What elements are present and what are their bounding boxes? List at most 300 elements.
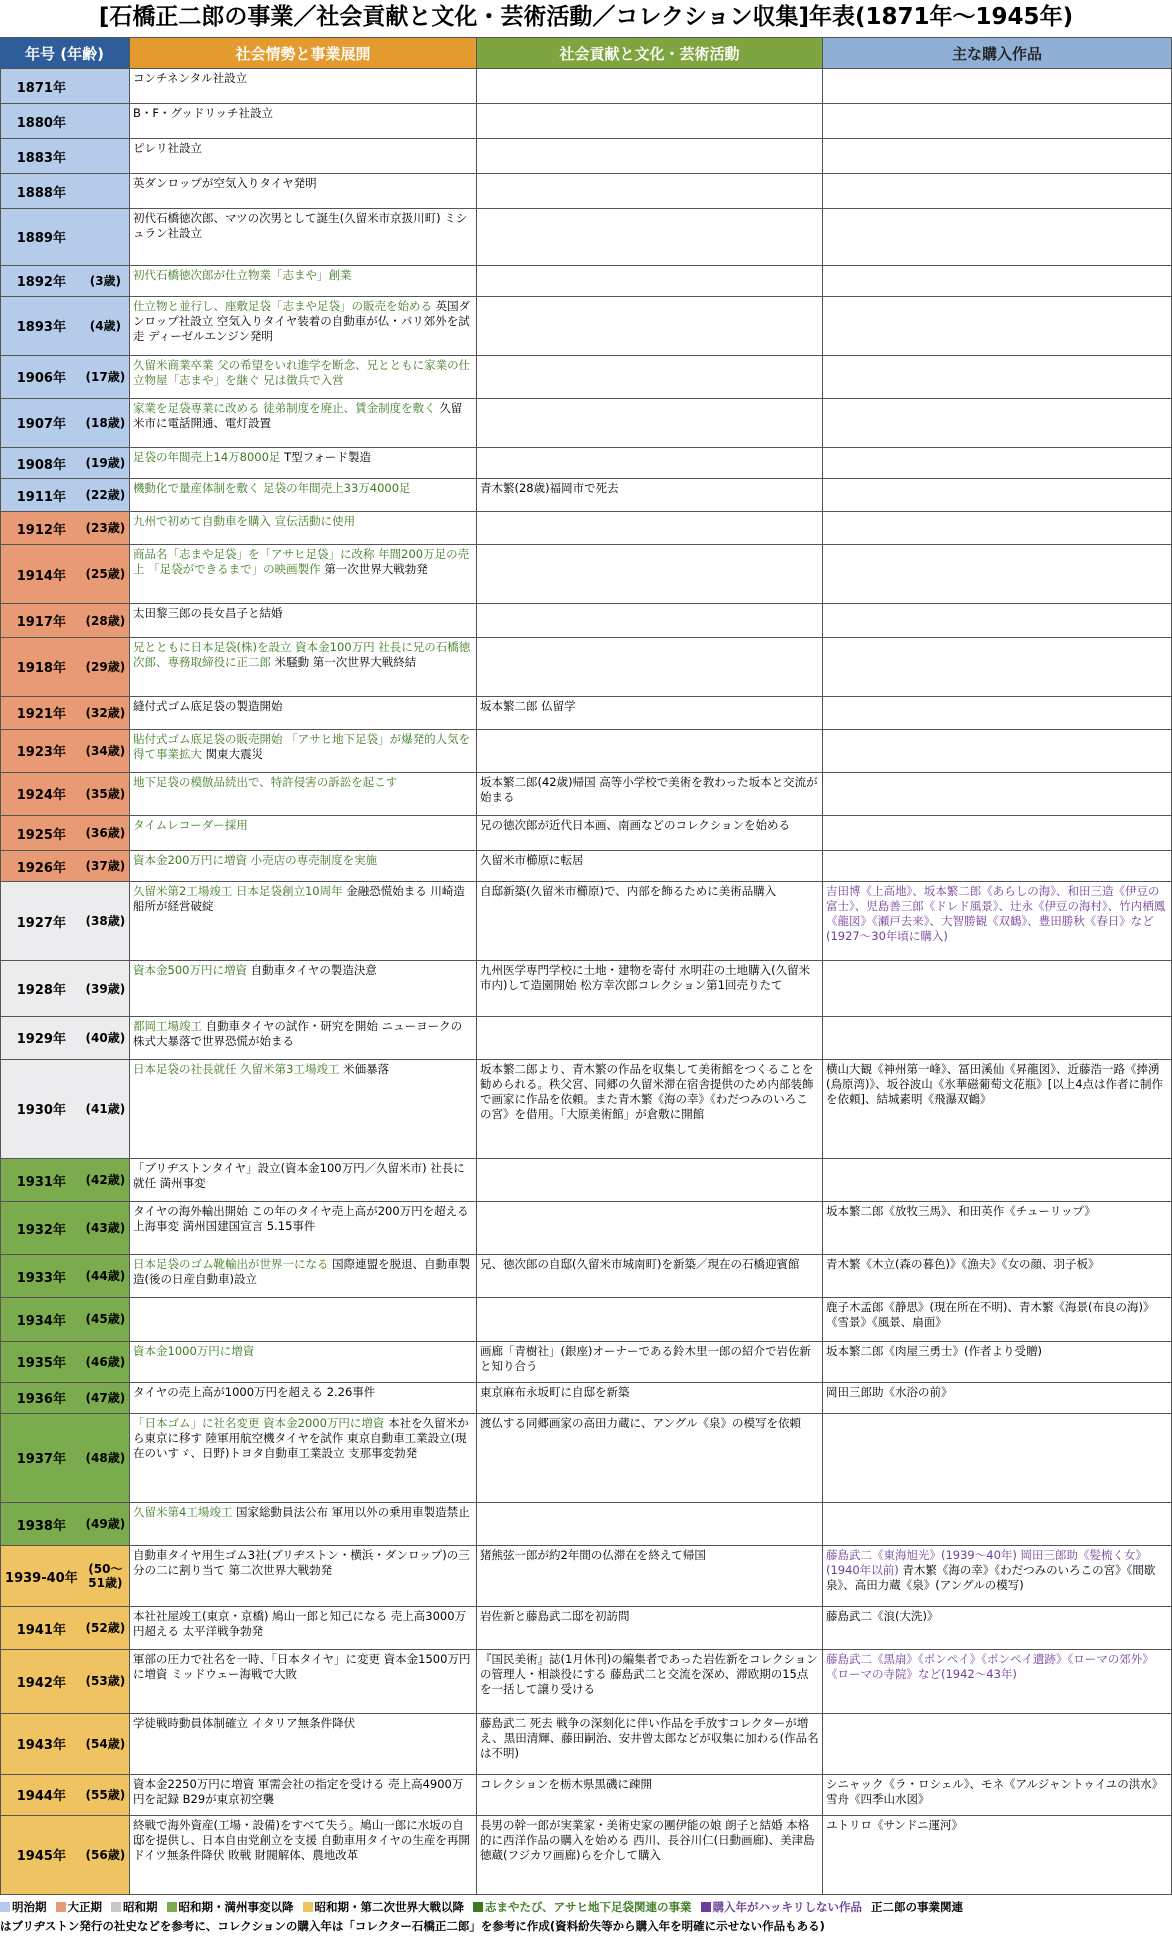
year-cell [0,1714,130,1774]
legend-swatch [473,1902,483,1912]
business-cell [130,69,477,103]
year-label: 1944年 [16,1789,66,1805]
year-label: 1880年 [16,115,66,131]
year-label: 1942年 [16,1675,66,1691]
cell-text: 久留米商業卒業 父の希望をいれ進学を断念、兄とともに家業の仕立物屋「志まや」を継ぐ 兄は徴兵で入営 [133,357,471,387]
cell-text: 地下足袋の模倣品続出で、特許侵害の訴訟を起こす [133,774,398,789]
year-cell [0,479,130,511]
culture-cell [477,1383,823,1413]
age-label: (32歳) [85,705,126,720]
cell-text: 米価暴落 [343,1061,390,1076]
culture-cell [477,730,823,772]
cell-text: ユトリロ《サンドニ運河》 [826,1817,963,1832]
header-business: 社会情勢と事業展開 [130,38,477,68]
cell-text: 横山大観《神州第一峰》、冨田溪仙《昇龍図》、近藤浩一路《捧湧(鳥原湾)》、坂谷波山《氷華磁葡萄文花瓶》[以上4点は作者に制作を依頼]、結城素明《飛瀑双鶴》 [826,1061,1164,1106]
year-cell [0,174,130,208]
age-label: (29歳) [85,659,126,674]
culture-cell [477,1607,823,1649]
purchase-cell [823,1650,1172,1712]
age-label: (3歳) [89,273,122,288]
purchase-cell [823,448,1172,478]
table-row [0,960,1172,1015]
cell-text: 資本金500万円に増資 [133,963,247,978]
culture-cell [477,479,823,511]
cell-text: 学徒戦時動員体制確立 イタリア無条件降伏 [133,1715,356,1730]
age-label: (47歳) [85,1390,126,1405]
culture-cell [477,545,823,603]
cell-text: 自動車タイヤ用生ゴム3社(ブリヂストン・横浜・ダンロップ)の三分の二に割り当て 第二次世界大戦勃発 [133,1548,470,1578]
legend-label: 志まやたび、アサヒ地下足袋関連の事業 [485,1900,692,1914]
year-label: 1937年 [16,1452,66,1468]
legend-item [0,1900,47,1914]
cell-text: 渡仏する同郷画家の高田力蔵に、アングル《泉》の模写を依頼 [480,1415,801,1430]
table-row [0,1774,1172,1815]
purchase-cell [823,1298,1172,1340]
cell-text: 青木繁(28歳)福岡市で死去 [480,481,619,496]
footnote: はブリヂストン発行の社史などを参考に、コレクションの購入年は「コレクター石橋正二郎」を参考に作成(資料紛失等から購入年を明確に示せない作品もある) [0,1919,825,1933]
table-row [0,1201,1172,1254]
cell-text: 画廊「青樹社」(銀座)オーナーである鈴木里一郎の紹介で岩佐新と知り合う [480,1343,811,1373]
chronology-table [0,37,1172,1895]
business-cell [130,104,477,138]
culture-cell [477,1714,823,1774]
year-cell [0,1159,130,1201]
cell-text: 岡田三郎助《水浴の前》 [826,1384,953,1399]
cell-text: 岩佐新と藤島武二邸を初訪問 [480,1609,630,1624]
cell-text: コレクションを栃木県黒磯に疎開 [480,1776,653,1791]
table-row [0,696,1172,729]
table-row [0,603,1172,636]
culture-cell [477,1546,823,1606]
purchase-cell [823,1546,1172,1606]
year-cell [0,1650,130,1712]
age-label: (48歳) [85,1450,126,1465]
year-cell [0,1775,130,1815]
year-label: 1908年 [16,457,66,473]
cell-text: 坂本繁二郎(42歳)帰国 高等小学校で美術を教わった坂本と交流が始まる [480,774,818,804]
purchase-cell [823,730,1172,772]
year-cell [0,604,130,636]
year-label: 1921年 [16,707,66,723]
year-cell [0,1503,130,1545]
table-row [0,511,1172,544]
table-row [0,772,1172,815]
year-label: 1938年 [16,1518,66,1534]
table-row [0,544,1172,603]
age-label: (28歳) [85,613,126,628]
year-label: 1906年 [16,371,66,387]
cell-text: ピレリ社設立 [133,141,202,156]
cell-text: 兄、徳次郎の自邸(久留米市城南町)を新築／現在の石橋迎賓館 [480,1257,800,1272]
year-label: 1933年 [16,1270,66,1286]
culture-cell [477,209,823,264]
year-cell [0,851,130,881]
legend-item [111,1900,158,1914]
age-label: (37歳) [85,859,126,874]
table-row [0,355,1172,398]
cell-text: 坂本繁二郎《肉屋三勇士》(作者より受贈) [826,1343,1042,1358]
purchase-cell [823,297,1172,355]
legend-label: 昭和期 [123,1900,158,1914]
culture-cell [477,882,823,960]
business-cell [130,545,477,603]
year-label: 1917年 [16,615,66,630]
business-cell [130,1546,477,1606]
business-cell [130,1060,477,1158]
culture-cell [477,1503,823,1545]
year-cell [0,399,130,447]
culture-cell [477,297,823,355]
business-cell [130,139,477,173]
age-label: (23歳) [85,521,126,536]
age-label: (56歳) [85,1847,126,1862]
cell-text: 藤島武二 死去 戦争の深刻化に伴い作品を手放すコレクターが増え、黒田清輝、藤田嗣治、安井曾太郎などが収集に加わる(作品名は不明) [480,1715,819,1760]
age-label: (39歳) [85,981,126,996]
cell-text: 自動車タイヤの製造決意 [250,963,377,978]
cell-text: 足袋の年間売上14万8000足 [133,450,281,465]
age-label: (53歳) [85,1674,126,1689]
year-label: 1926年 [16,860,66,876]
year-cell [0,512,130,544]
year-cell [0,209,130,264]
table-row [0,1382,1172,1413]
cell-text: 兄とともに日本足袋(株)を設立 資本金100万円 社長に兄の石橋徳次郎、専務取締役に正二郎 [133,639,471,669]
table-row [0,1158,1172,1201]
cell-text: 『国民美術』誌(1月休刊)の編集者であった岩佐新をコレクションの管理人・相談役にする 藤島武二と交流を深め、滞欧期の15点を一括して譲り受ける [480,1652,818,1697]
culture-cell [477,139,823,173]
culture-cell [477,512,823,544]
cell-text: 「日本ゴム」に社名変更 資本金2000万円に増資 [133,1415,385,1430]
age-label: (40歳) [85,1030,126,1045]
culture-cell [477,1816,823,1894]
age-label: (36歳) [85,826,126,841]
legend-label: 大正期 [67,1900,102,1914]
culture-cell [477,604,823,636]
cell-text: 「ブリヂストンタイヤ」設立(資本金100万円／久留米市) 社長に就任 満州事変 [133,1161,465,1190]
year-cell [0,730,130,772]
legend-swatch [111,1902,121,1912]
culture-cell [477,1650,823,1712]
cell-text: B・F・グッドリッチ社設立 [133,106,273,121]
table-row [0,478,1172,511]
business-cell [130,697,477,729]
age-label: (46歳) [85,1354,126,1369]
culture-cell [477,104,823,138]
year-label: 1932年 [16,1222,66,1238]
legend-swatch [303,1902,313,1912]
legend-item [303,1900,465,1914]
business-cell [130,1775,477,1815]
business-cell [130,1816,477,1894]
business-cell [130,174,477,208]
year-cell [0,356,130,398]
culture-cell [477,773,823,815]
cell-text: 坂本繁二郎より、青木繁の作品を収集して美術館をつくることを勧められる。秩父宮、同郷の久留米滞在宿舎提供のため内部装飾で画家に作品を依頼。また青木繁《海の幸》《わだつみのいろこの宮》を借用。「大原美術館」が倉敷に開館 [480,1061,814,1121]
year-cell [0,816,130,850]
year-cell [0,1383,130,1413]
table-row [0,1297,1172,1340]
cell-text: 資本金200万円に増資 小売店の専売制度を実施 [133,853,378,868]
year-label: 1930年 [16,1103,66,1119]
cell-text: 初代石橋徳次郎が仕立物業「志まや」創業 [133,267,352,282]
cell-text: 資本金1000万円に増資 [133,1343,255,1358]
year-label: 1918年 [16,661,66,677]
cell-text: 国際連盟を脱退、自動車製造(後の日産自動車)設立 [133,1257,471,1287]
age-label: (35歳) [85,786,126,801]
cell-text: 長男の幹一郎が実業家・美術史家の團伊能の娘 朗子と結婚 本格的に西洋作品の購入を始める 西川、長谷川仁(日動画廊)、美津島徳蔵(フジカワ画廊)らを介して購入 [480,1817,815,1862]
legend-swatch [701,1902,711,1912]
table-row [0,447,1172,478]
age-label: (19歳) [85,456,126,471]
cell-text: 英ダンロップが空気入りタイヤ発明 [133,176,317,191]
business-cell [130,604,477,636]
legend-item [701,1900,863,1914]
culture-cell [477,174,823,208]
table-row [0,1016,1172,1059]
cell-text: 久留米第4工場竣工 [133,1504,233,1519]
age-label: (49歳) [85,1517,126,1532]
table-row [0,296,1172,355]
legend-swatch [56,1902,66,1912]
legend-item [167,1900,294,1914]
purchase-cell [823,851,1172,881]
cell-text: 関東大震災 [205,746,264,761]
year-cell [0,545,130,603]
age-label: (54歳) [85,1736,126,1751]
age-label: (18歳) [85,415,126,430]
business-cell [130,638,477,696]
business-cell [130,1342,477,1382]
cell-text: 九州で初めて自動車を購入 宣伝活動に使用 [133,514,356,529]
cell-text: 自動車タイヤの試作・研究を開始 ニューヨークの株式大暴落で世界恐慌が始まる [133,1018,463,1048]
cell-text: 九州医学専門学校に土地・建物を寄付 水明荘の土地購入(久留米市内)して造園開始 松方幸次郎コレクション第1回売りたて [480,963,811,993]
cell-text: T型フォード製造 [284,450,372,465]
business-cell [130,882,477,960]
year-label: 1871年 [16,80,66,96]
age-label: (55歳) [85,1787,126,1802]
cell-text: 藤島武二《東海旭光》(1939〜40年) 岡田三郎助《髪梳く女》(1940年以前) [826,1548,1148,1578]
cell-text: ミシュラン社設立 [133,211,468,241]
cell-text: 家業を足袋専業に改める 徒弟制度を廃止、賃金制度を敷く [133,400,436,415]
cell-text: タイムレコーダー採用 [133,818,248,833]
purchase-cell [823,1714,1172,1774]
cell-text: 日本足袋の社長就任 久留米第3工場竣工 [133,1061,340,1076]
culture-cell [477,356,823,398]
purchase-cell [823,638,1172,696]
business-cell [130,1503,477,1545]
purchase-cell [823,1607,1172,1649]
cell-text: 太田黎三郎の長女昌子と結婚 [133,606,283,621]
year-label: 1923年 [16,745,66,761]
header-culture: 社会貢献と文化・芸術活動 [477,38,823,68]
culture-cell [477,1159,823,1201]
header-year: 年号 (年齢) [0,38,130,68]
culture-cell [477,816,823,850]
culture-cell [477,851,823,881]
culture-cell [477,1017,823,1059]
age-label: (25歳) [85,567,126,582]
cell-text: 青木繁《木立(森の暮色)》《漁夫》《女の顔、羽子板》 [826,1257,1100,1272]
business-cell [130,851,477,881]
age-label: (38歳) [85,914,126,929]
year-label: 1936年 [16,1392,66,1408]
cell-text: 猪熊弦一郎が約2年間の仏滞在を終えて帰国 [480,1548,706,1563]
culture-cell [477,69,823,103]
age-label: (34歳) [85,743,126,758]
year-cell [0,1816,130,1894]
cell-text: タイヤの海外輸出開始 この年のタイヤ売上高が200万円を超える 上海事変 満州国建国宣言 5.15事件 [133,1204,469,1234]
year-label: 1934年 [16,1313,66,1329]
purchase-cell [823,512,1172,544]
business-cell [130,1383,477,1413]
legend-label: 昭和期・満州事変以降 [178,1900,294,1914]
table-row [0,850,1172,881]
culture-cell [477,266,823,296]
purchase-cell [823,1816,1172,1894]
year-label: 1927年 [16,915,66,931]
year-label: 1931年 [16,1174,66,1190]
cell-text: 藤島武二《黒扇》《ポンペイ》《ポンペイ遺跡》《ローマの郊外》《ローマの寺院》など(1942〜43年) [826,1652,1154,1682]
business-cell [130,512,477,544]
table-row [0,1502,1172,1545]
business-cell [130,1255,477,1297]
cell-text: 仕立物と並行し、座敷足袋「志まや足袋」の販売を始める [133,298,432,313]
culture-cell [477,638,823,696]
cell-text: 坂本繁二郎《放牧三馬》、和田英作《チューリップ》 [826,1204,1096,1219]
year-label: 1929年 [16,1032,66,1048]
culture-cell [477,399,823,447]
purchase-cell [823,1342,1172,1382]
purchase-cell [823,1159,1172,1201]
year-label: 1941年 [16,1622,66,1638]
year-cell [0,69,130,103]
cell-text: 坂本繁二郎 仏留学 [480,698,576,713]
purchase-cell [823,1383,1172,1413]
purchase-cell [823,1775,1172,1815]
table-row [0,1606,1172,1649]
age-label: (17歳) [85,369,126,384]
table-row [0,1254,1172,1297]
age-label: (52歳) [85,1621,126,1636]
table-row [0,1815,1172,1895]
business-cell [130,1607,477,1649]
business-cell [130,1298,477,1340]
year-label: 1945年 [16,1849,66,1865]
year-cell [0,961,130,1015]
purchase-cell [823,356,1172,398]
table-row [0,1545,1172,1606]
year-label: 1912年 [16,522,66,538]
purchase-cell [823,1202,1172,1254]
year-cell [0,1017,130,1059]
year-cell [0,697,130,729]
page-title: [石橋正二郎の事業／社会貢献と文化・芸術活動／コレクション収集]年表(1871年〜1945年) [98,4,1074,30]
cell-text: 商品名「志まや足袋」を「アサヒ足袋」に改称 年間200万足の売上 「足袋ができるまで」の映画製作 [133,547,470,577]
cell-text: 米騒動 第一次世界大戦終結 [274,654,417,669]
cell-text: 国家総動員法公布 軍用以外の乗用車製造禁止 [235,1504,470,1519]
culture-cell [477,1255,823,1297]
business-cell [130,961,477,1015]
business-cell [130,816,477,850]
header-purchases: 主な購入作品 [823,38,1172,68]
table-row [0,637,1172,696]
year-label: 1888年 [16,185,66,201]
year-cell [0,139,130,173]
year-label: 1943年 [16,1738,66,1754]
cell-text: 鹿子木孟郎《静思》(現在所在不明)、青木繁《海景(布良の海)》《雪景》《風景、扇面》 [826,1300,1155,1330]
business-cell [130,1714,477,1774]
age-label: (22歳) [85,488,126,503]
table-row [0,103,1172,138]
legend-item [473,1900,692,1914]
year-label: 1935年 [16,1356,66,1372]
cell-text: 東京麻布永坂町に自邸を新築 [480,1384,630,1399]
business-cell [130,209,477,264]
legend-label: 購入年がハッキリしない作品 [712,1900,863,1914]
year-cell [0,638,130,696]
cell-text: 終戦で海外資産(工場・設備)をすべて失う。鳩山一郎に水坂の自邸を提供し、日本自由党創立を支援 自動車用タイヤの生産を再開 ドイツ無条件降伏 敗戦 財閥解体、農地改革 [133,1817,470,1862]
age-label: (45歳) [85,1312,126,1327]
purchase-cell [823,104,1172,138]
year-label: 1939-40年 [5,1570,78,1586]
table-row [0,173,1172,208]
business-cell [130,1650,477,1712]
cell-text: 久留米市に電話開通、電灯設置 [133,400,463,430]
business-cell [130,399,477,447]
cell-text: 資本金2250万円に増資 軍需会社の指定を受ける 売上高4900万円を記録 B29が東京初空襲 [133,1776,464,1806]
purchase-cell [823,545,1172,603]
purchase-cell [823,1503,1172,1545]
table-row [0,265,1172,296]
table-row [0,68,1172,103]
business-cell [130,1017,477,1059]
purchase-cell [823,479,1172,511]
year-cell [0,1342,130,1382]
age-label: (44歳) [85,1269,126,1284]
age-label: (4歳) [89,318,122,333]
year-cell [0,297,130,355]
cell-text: コンチネンタル社設立 [133,71,248,85]
cell-text: 吉田博《上高地》、坂本繁二郎《あらしの海》、和田三造《伊豆の富士》、児島善三郎《ドレド風景》、辻永《伊豆の海村》、竹内栖鳳《龍図》《瀬戸去来》、大智勝観《双鶴》、豊田勝秋《春日》など(1927〜30年頃に購入) [826,884,1166,944]
purchase-cell [823,174,1172,208]
cell-text: 藤島武二《浪(大洗)》 [826,1609,939,1624]
year-label: 1889年 [16,231,66,247]
cell-text: 貼付式ゴム底足袋の販売開始 「アサヒ地下足袋」が爆発的人気を得て事業拡大 [133,731,471,761]
business-cell [130,1202,477,1254]
purchase-cell [823,266,1172,296]
year-cell [0,1298,130,1340]
year-label: 1907年 [16,417,66,433]
purchase-cell [823,961,1172,1015]
year-cell [0,882,130,960]
legend-label: 明治期 [12,1900,47,1914]
cell-text: 金融恐慌始まる 川崎造船所が経営破綻 [133,884,465,914]
cell-text: 英国ダンロップ社設立 空気入りタイヤ装着の自動車が仏・パリ郊外を試走 ディーゼルエンジン発明 [133,298,471,343]
legend-label: 昭和期・第二次世界大戦以降 [314,1900,464,1914]
year-cell [0,266,130,296]
purchase-cell [823,882,1172,960]
business-cell [130,266,477,296]
table-row [0,398,1172,447]
cell-text: 日本足袋のゴム靴輸出が世界一になる [133,1257,329,1272]
year-cell [0,1255,130,1297]
business-cell [130,448,477,478]
table-row [0,1413,1172,1502]
cell-text: 兄の徳次郎が近代日本画、南画などのコレクションを始める [480,818,791,833]
age-label: (50〜51歳) [88,1562,123,1591]
cell-text: 本社を久留米から東京に移す 陸軍用航空機タイヤを試作 東京自動車工業設立(現在のいすゞ、日野)トヨタ自動車工業設立 支那事変勃発 [133,1415,469,1460]
year-cell [0,448,130,478]
